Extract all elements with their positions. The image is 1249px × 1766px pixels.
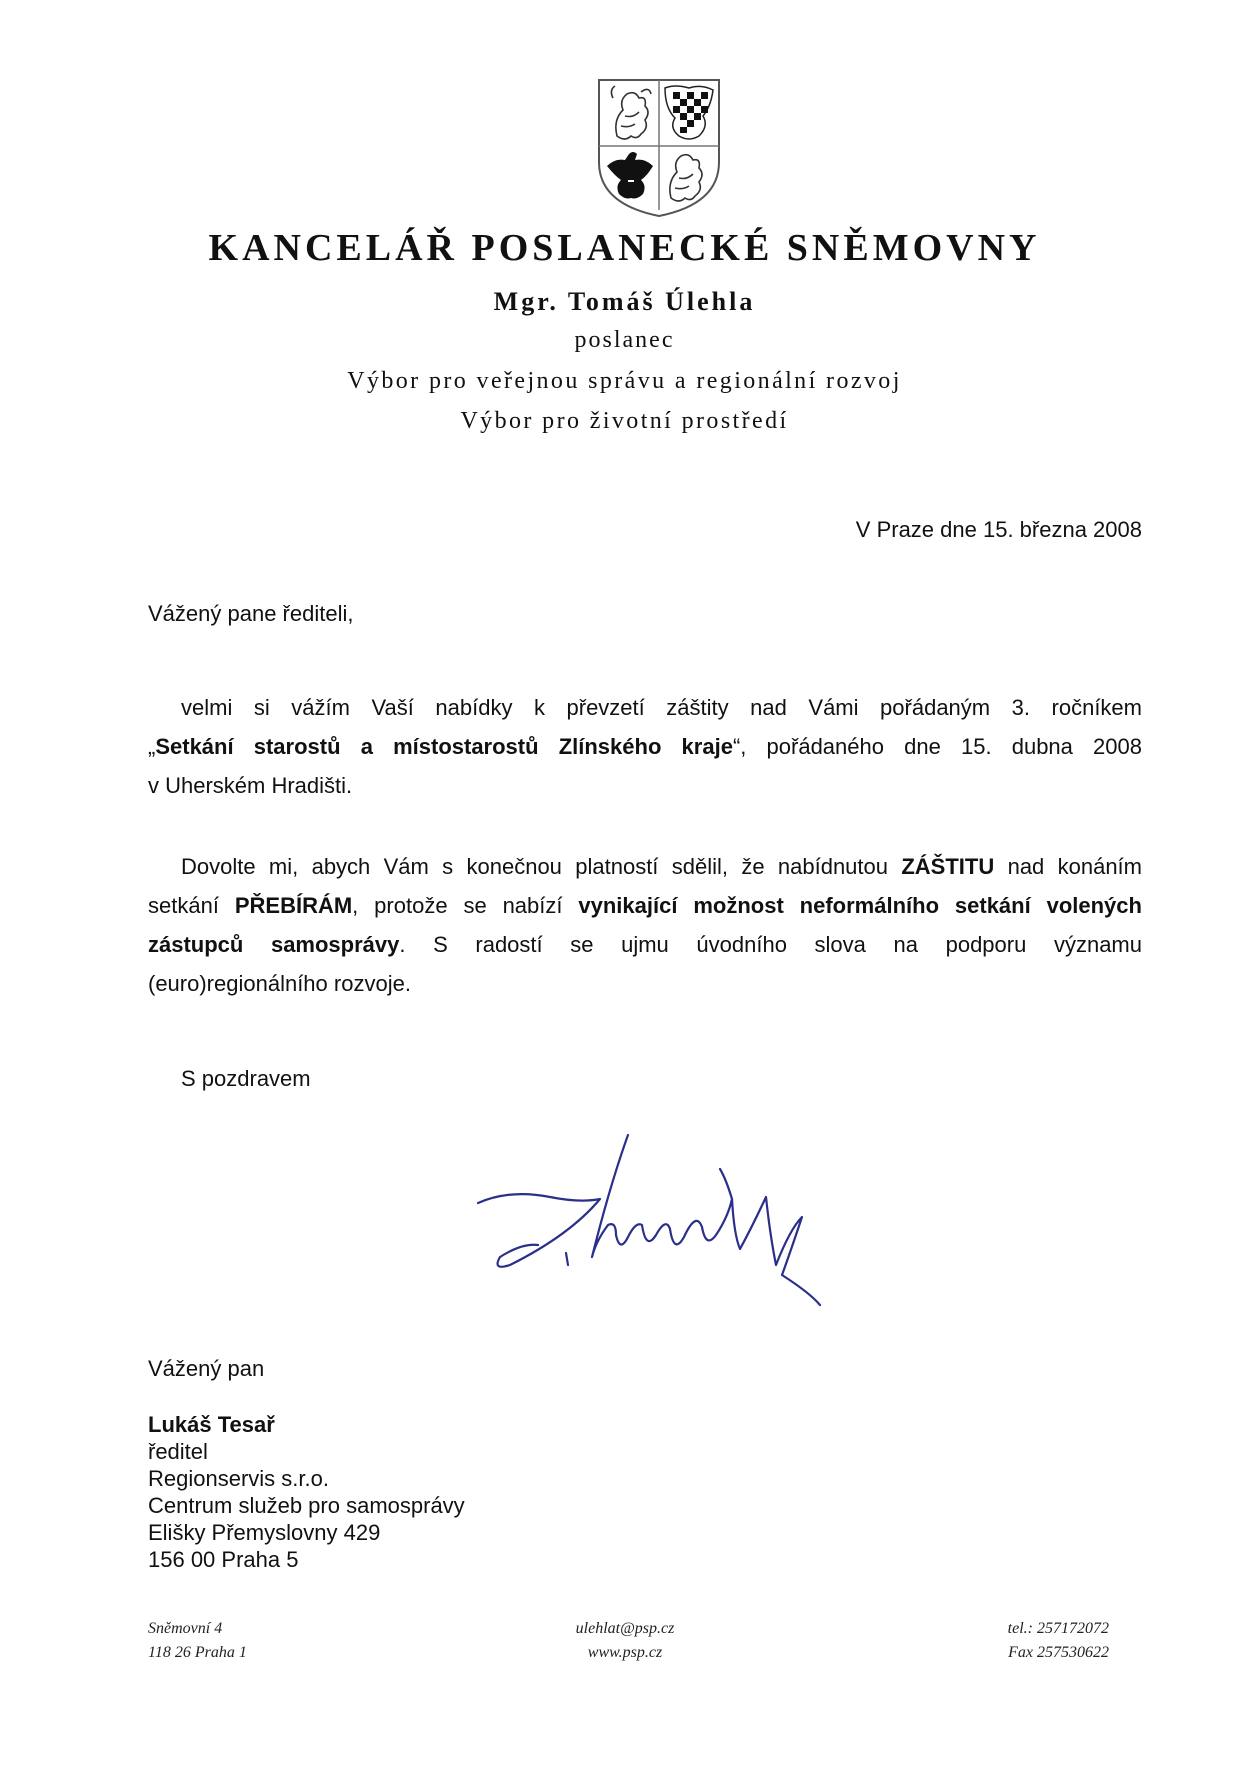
p2-l1-a: Dovolte mi, abych Vám s konečnou platností sdělil, že nabídnutou	[181, 854, 888, 879]
paragraph-1-line-3: v Uherském Hradišti.	[148, 773, 353, 798]
recipient-title: ředitel	[148, 1439, 208, 1464]
recipient-name: Lukáš Tesař	[148, 1412, 275, 1437]
p2-l2-b: , protože se nabízí	[352, 893, 563, 918]
paragraph-2-line-2	[148, 893, 1142, 919]
footer-email: ulehlat@psp.cz	[575, 1620, 675, 1637]
p2-l3-rest: . S radostí se ujmu úvodního slova na podporu významu	[399, 932, 1142, 957]
footer-fax: Fax 257530622	[1008, 1644, 1109, 1661]
footer-web: www.psp.cz	[587, 1644, 663, 1661]
footer-tel: tel.: 257172072	[1007, 1620, 1109, 1637]
open-quote: „	[148, 734, 156, 759]
mp-role: poslanec	[574, 327, 675, 353]
handwritten-signature	[470, 1125, 890, 1325]
event-name: Setkání starostů a místostarostů Zlínského kraje	[155, 734, 733, 759]
salutation: Vážený pane řediteli,	[148, 601, 354, 626]
paragraph-2-line-1	[181, 854, 1142, 880]
p2-l3-bold: zástupců samosprávy	[148, 932, 400, 957]
committee-2: Výbor pro životní prostředí	[460, 408, 789, 434]
paragraph-2-line-4: (euro)regionálního rozvoje.	[148, 971, 411, 996]
p2-l2-a: setkání	[148, 893, 219, 918]
accept-word: PŘEBÍRÁM	[234, 893, 353, 918]
mp-name: Mgr. Tomáš Úlehla	[493, 287, 756, 316]
closing: S pozdravem	[181, 1066, 311, 1091]
footer-address-line-1: Sněmovní 4	[148, 1620, 223, 1637]
letter-date: V Praze dne 15. března 2008	[855, 517, 1142, 542]
committee-1: Výbor pro veřejnou správu a regionální rozvoj	[347, 368, 902, 394]
recipient-city: 156 00 Praha 5	[148, 1547, 299, 1572]
coat-of-arms-icon	[595, 76, 723, 220]
paragraph-1-line-2	[148, 734, 1142, 760]
office-title: KANCELÁŘ POSLANECKÉ SNĚMOVNY	[208, 227, 1041, 269]
recipient-division: Centrum služeb pro samosprávy	[148, 1493, 465, 1518]
p2-l2-bold: vynikající možnost neformálního setkání volených	[578, 893, 1142, 918]
footer-address-line-2: 118 26 Praha 1	[148, 1644, 247, 1661]
paragraph-1-line-1: velmi si vážím Vaší nabídky k převzetí záštity nad Vámi pořádaným 3. ročníkem	[181, 695, 1142, 720]
recipient-company: Regionservis s.r.o.	[148, 1466, 329, 1491]
recipient-greeting: Vážený pan	[148, 1356, 265, 1381]
patronage-word: ZÁŠTITU	[901, 854, 995, 879]
paragraph-2-line-3	[148, 932, 1142, 958]
p2-l1-b: nad konáním	[1007, 854, 1142, 879]
recipient-street: Elišky Přemyslovny 429	[148, 1520, 381, 1545]
paragraph-1-line-2-rest: “, pořádaného dne 15. dubna 2008	[732, 734, 1143, 759]
